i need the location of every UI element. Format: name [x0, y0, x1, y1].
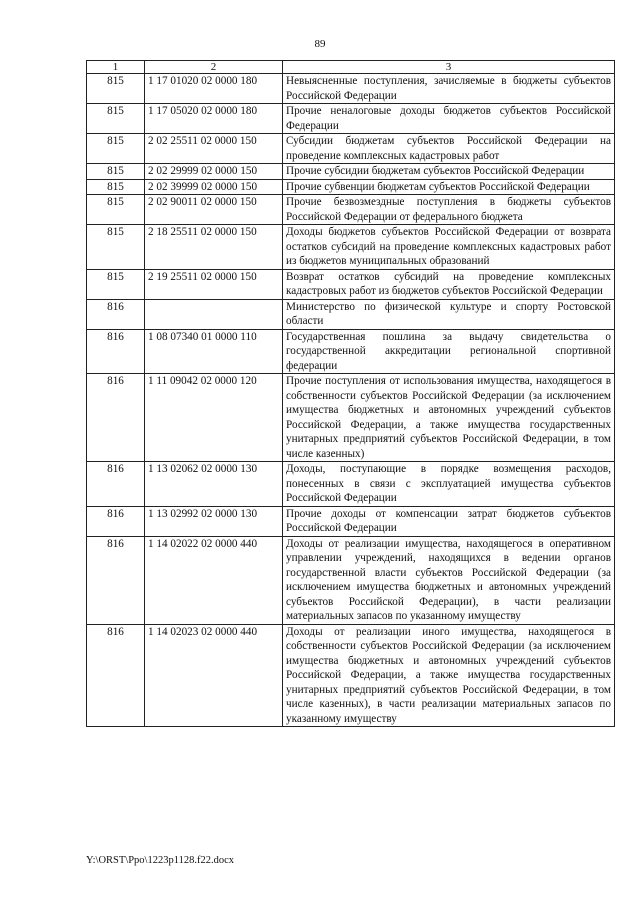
- budget-code-cell: 2 02 29999 02 0000 150: [145, 164, 283, 180]
- admin-code-cell: 815: [87, 179, 145, 195]
- table-row: [87, 536, 615, 624]
- admin-code-cell: 815: [87, 195, 145, 225]
- table-row: [87, 624, 615, 727]
- income-name-cell: Министерство по физической культуре и спорту Ростовской области: [283, 299, 615, 329]
- admin-code-cell: 815: [87, 164, 145, 180]
- budget-code-cell: 2 02 90011 02 0000 150: [145, 195, 283, 225]
- budget-code-cell: 1 13 02992 02 0000 130: [145, 506, 283, 536]
- admin-code-cell: 815: [87, 104, 145, 134]
- income-name-cell: Прочие неналоговые доходы бюджетов субъектов Российской Федерации: [283, 104, 615, 134]
- budget-code-cell: 2 02 39999 02 0000 150: [145, 179, 283, 195]
- income-name-cell: Прочие субвенции бюджетам субъектов Российской Федерации: [283, 179, 615, 195]
- budget-code-cell: [145, 299, 283, 329]
- income-name-cell: Доходы, поступающие в порядке возмещения расходов, понесенных в связи с эксплуатацией имущества субъектов Российской Федерации: [283, 462, 615, 507]
- column-header-admin: 1: [87, 61, 145, 74]
- income-name-cell: Прочие субсидии бюджетам субъектов Российской Федерации: [283, 164, 615, 180]
- admin-code-cell: 815: [87, 269, 145, 299]
- budget-code-cell: 1 17 05020 02 0000 180: [145, 104, 283, 134]
- admin-code-cell: 816: [87, 624, 145, 727]
- income-name-cell: Прочие поступления от использования имущества, находящегося в собственности субъектов Российской Федерации (за исключением имущества бюджетных и автономных учреждений субъектов Российской Федерации, а также имущества государственных унитарных предприятий субъектов Российской Федерации, в том числе казенных): [283, 374, 615, 462]
- table-body: [87, 74, 615, 727]
- budget-code-cell: 1 13 02062 02 0000 130: [145, 462, 283, 507]
- budget-code-cell: 2 18 25511 02 0000 150: [145, 225, 283, 270]
- table-row: [87, 104, 615, 134]
- table-row: [87, 225, 615, 270]
- admin-code-cell: 816: [87, 374, 145, 462]
- table-row: [87, 134, 615, 164]
- income-name-cell: Прочие доходы от компенсации затрат бюджетов субъектов Российской Федерации: [283, 506, 615, 536]
- page-number: 89: [314, 38, 326, 50]
- admin-code-cell: 815: [87, 225, 145, 270]
- budget-code-cell: 1 08 07340 01 0000 110: [145, 329, 283, 374]
- admin-code-cell: 815: [87, 74, 145, 104]
- budget-code-cell: 2 19 25511 02 0000 150: [145, 269, 283, 299]
- table-row: [87, 74, 615, 104]
- table-row: [87, 506, 615, 536]
- table-row: [87, 374, 615, 462]
- admin-code-cell: 815: [87, 134, 145, 164]
- income-name-cell: Возврат остатков субсидий на проведение комплексных кадастровых работ из бюджетов субъектов Российской Федерации: [283, 269, 615, 299]
- budget-code-cell: 1 14 02022 02 0000 440: [145, 536, 283, 624]
- column-header-name: 3: [283, 61, 615, 74]
- admin-code-cell: 816: [87, 329, 145, 374]
- admin-code-cell: 816: [87, 506, 145, 536]
- budget-code-cell: 2 02 25511 02 0000 150: [145, 134, 283, 164]
- income-name-cell: Прочие безвозмездные поступления в бюджеты субъектов Российской Федерации от федерального бюджета: [283, 195, 615, 225]
- admin-code-cell: 816: [87, 299, 145, 329]
- table-header-row: [87, 61, 615, 74]
- budget-code-cell: 1 14 02023 02 0000 440: [145, 624, 283, 727]
- table-row: [87, 164, 615, 180]
- income-name-cell: Невыясненные поступления, зачисляемые в бюджеты субъектов Российской Федерации: [283, 74, 615, 104]
- income-name-cell: Доходы от реализации иного имущества, находящегося в собственности субъектов Российской Федерации (за исключением имущества бюджетных и автономных учреждений субъектов Российской Федерации, а также имущества государственных унитарных предприятий субъектов Российской Федерации, в том числе казенных), в части реализации материальных запасов по указанному имуществу: [283, 624, 615, 727]
- table-row: [87, 195, 615, 225]
- admin-code-cell: 816: [87, 462, 145, 507]
- income-name-cell: Государственная пошлина за выдачу свидетельства о государственной аккредитации региональной спортивной федерации: [283, 329, 615, 374]
- admin-code-cell: 816: [87, 536, 145, 624]
- table-row: [87, 269, 615, 299]
- income-name-cell: Доходы от реализации имущества, находящегося в оперативном управлении учреждений, находящихся в ведении органов государственной власти субъектов Российской Федерации (за исключением имущества бюджетных и автономных учреждений субъектов Российской Федерации), в части реализации материальных запасов по указанному имуществу: [283, 536, 615, 624]
- document-path-footer: Y:\ORST\Ppo\1223p1128.f22.docx: [86, 855, 234, 866]
- table-row: [87, 299, 615, 329]
- income-name-cell: Доходы бюджетов субъектов Российской Федерации от возврата остатков субсидий на проведение комплексных кадастровых работ из бюджетов муниципальных образований: [283, 225, 615, 270]
- table-row: [87, 329, 615, 374]
- budget-code-cell: 1 17 01020 02 0000 180: [145, 74, 283, 104]
- income-codes-table: [86, 60, 615, 727]
- table-row: [87, 179, 615, 195]
- table-row: [87, 462, 615, 507]
- column-header-code: 2: [145, 61, 283, 74]
- budget-code-cell: 1 11 09042 02 0000 120: [145, 374, 283, 462]
- income-name-cell: Субсидии бюджетам субъектов Российской Федерации на проведение комплексных кадастровых работ: [283, 134, 615, 164]
